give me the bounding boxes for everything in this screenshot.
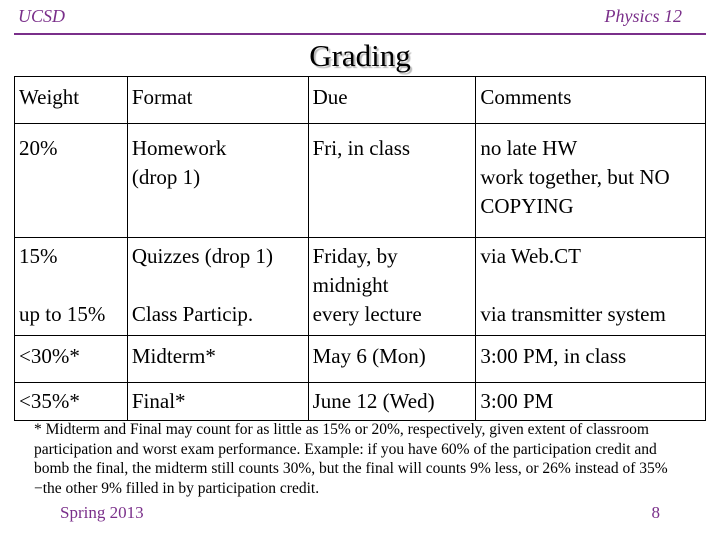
cell-format — [127, 238, 308, 301]
table-row — [15, 124, 706, 238]
cell-line: Final* — [131, 389, 186, 413]
footer-term: Spring 2013 — [60, 503, 144, 522]
table-header-row — [15, 77, 706, 124]
cell-line: via Web.CT — [480, 244, 581, 268]
cell-weight: 15% — [15, 238, 128, 301]
cell-weight: <35%* — [15, 383, 128, 421]
slide-number: 8 — [651, 503, 660, 522]
header-comments: Comments — [476, 77, 706, 124]
cell-line: Friday, by midnight — [312, 244, 398, 297]
header-format: Format — [127, 77, 308, 124]
cell-line: every lecture — [312, 302, 422, 326]
cell-comments — [476, 336, 706, 383]
table-row — [15, 238, 706, 301]
cell-line: work together, but NO COPYING — [480, 165, 670, 218]
cell-due — [308, 124, 476, 238]
table-row — [15, 336, 706, 383]
header-due: Due — [308, 77, 476, 124]
cell-line: June 12 (Wed) — [312, 389, 435, 413]
cell-format — [127, 336, 308, 383]
cell-weight: up to 15% — [15, 300, 128, 336]
cell-comments — [476, 300, 706, 336]
cell-due — [308, 238, 476, 301]
cell-format — [127, 300, 308, 336]
header-rule — [14, 33, 706, 35]
cell-line: Homework — [131, 136, 227, 160]
cell-comments — [476, 238, 706, 301]
footnote: * Midterm and Final may count for as little as 15% or 20%, respectively, given extent of classroom participation and worst exam performance. Example: if you have 60% of the participation credit and bomb the final, the midterm still counts 30%, but the final will counts 9% less, or 26% instead of 35%−the other 9% filled in by participation credit. — [34, 421, 668, 497]
cell-weight: 20% — [15, 124, 128, 238]
cell-line: no late HW — [480, 136, 578, 160]
header-course: UCSD — [18, 6, 66, 26]
cell-line: 3:00 PM — [480, 389, 554, 413]
cell-weight: <30%* — [15, 336, 128, 383]
cell-format — [127, 383, 308, 421]
grading-table — [14, 76, 706, 421]
cell-line: May 6 (Mon) — [312, 344, 426, 368]
cell-line: Midterm* — [131, 344, 216, 368]
table-row — [15, 383, 706, 421]
table-row — [15, 300, 706, 336]
cell-line: Fri, in class — [312, 136, 411, 160]
cell-line: 3:00 PM, in class — [480, 344, 627, 368]
cell-line: via transmitter system — [480, 302, 666, 326]
cell-due — [308, 383, 476, 421]
header-subject: Physics 12 — [604, 6, 682, 26]
slide-title: Grading — [309, 38, 411, 73]
cell-due — [308, 300, 476, 336]
cell-line: Quizzes (drop 1) — [131, 244, 273, 268]
cell-format — [127, 124, 308, 238]
cell-line: Class Particip. — [131, 302, 254, 326]
cell-line: (drop 1) — [131, 165, 201, 189]
cell-due — [308, 336, 476, 383]
cell-comments — [476, 124, 706, 238]
cell-comments — [476, 383, 706, 421]
header-weight: Weight — [15, 77, 128, 124]
